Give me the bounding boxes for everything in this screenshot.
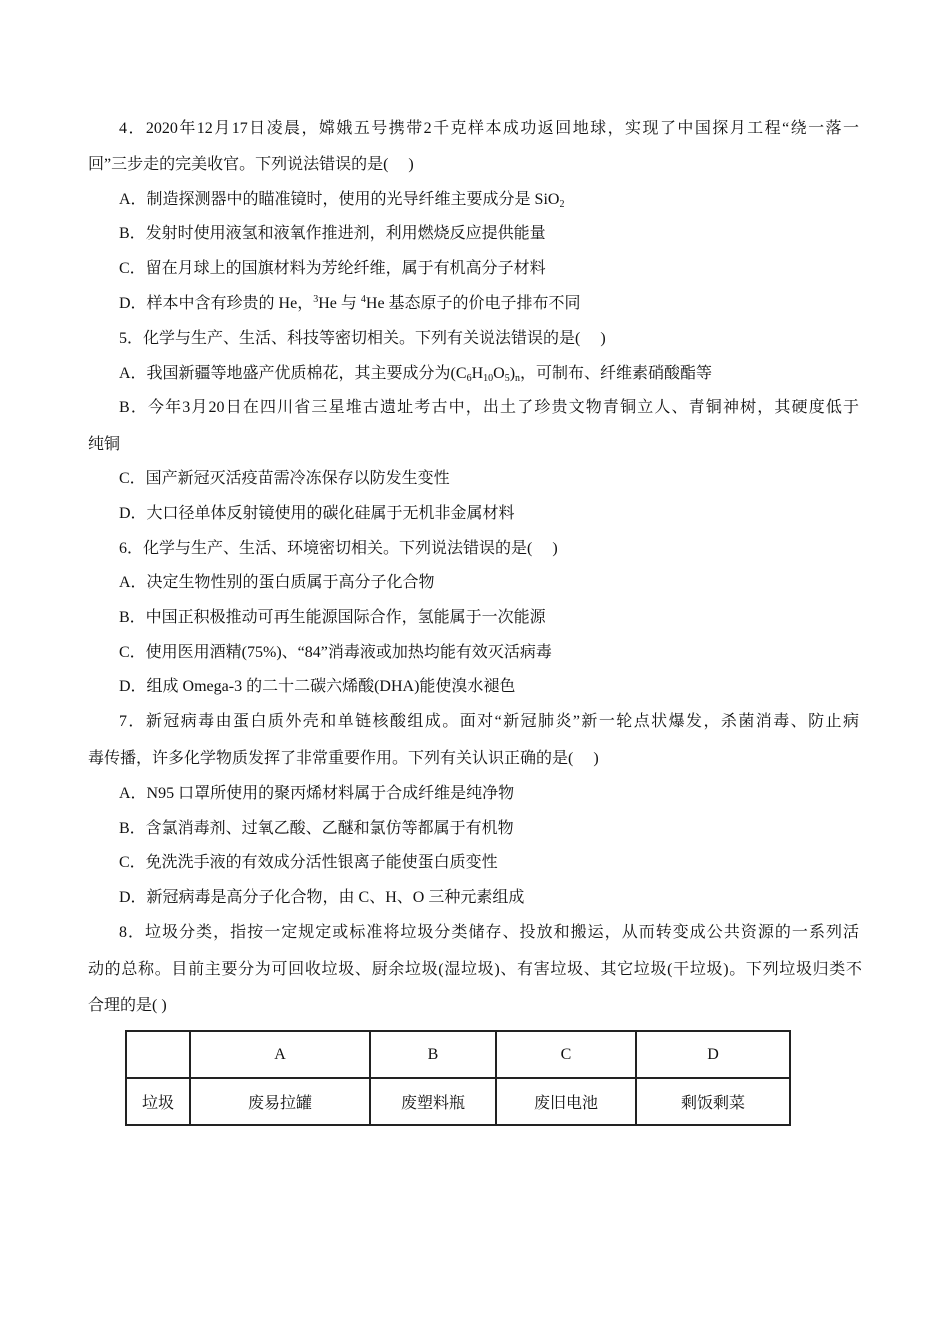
q5-option-c: C．国产新冠灭活疫苗需冷冻保存以防发生变性 bbox=[119, 470, 450, 487]
q7-option-c: C．免洗洗手液的有效成分活性银离子能使蛋白质变性 bbox=[119, 854, 498, 871]
q6-option-d: D．组成 Omega-3 的二十二碳六烯酸(DHA)能使溴水褪色 bbox=[119, 678, 516, 695]
q5-option-a-text3: O bbox=[493, 365, 505, 382]
q6-option-c: C．使用医用酒精(75%)、“84”消毒液或加热均能有效灭活病毒 bbox=[119, 644, 552, 661]
table-header-empty bbox=[126, 1031, 190, 1078]
q8-waste-table bbox=[125, 1030, 791, 1126]
q4-stem-line2: 回”三步走的完美收官。下列说法错误的是( ) bbox=[88, 156, 414, 173]
q4-option-d-sup1: 3 bbox=[313, 294, 319, 305]
q7-option-a: A．N95 口罩所使用的聚丙烯材料属于合成纤维是纯净物 bbox=[119, 785, 515, 802]
q5-option-a-sub3: 5 bbox=[504, 373, 510, 384]
q5-option-a-sub1: 6 bbox=[466, 373, 472, 384]
table-cell-b: 废塑料瓶 bbox=[370, 1078, 496, 1125]
q6-stem: 6．化学与生产、生活、环境密切相关。下列说法错误的是( ) bbox=[119, 540, 558, 557]
q5-option-a-text2: H bbox=[471, 365, 484, 382]
table-header-d: D bbox=[636, 1031, 790, 1078]
table-header-a: A bbox=[190, 1031, 370, 1078]
q4-option-a-text: A．制造探测器中的瞄准镜时，使用的光导纤维主要成分是 SiO bbox=[119, 191, 560, 208]
q4-option-d-text3: He 基态原子的价电子排布不同 bbox=[365, 295, 581, 312]
q5-option-a-sub2: 10 bbox=[483, 373, 494, 384]
q5-option-a-text4: ) bbox=[509, 365, 516, 382]
q5-option-b-line1: B．今年3月20日在四川省三星堆古遗址考古中，出土了珍贵文物青铜立人、青铜神树，其硬度低于 bbox=[119, 399, 859, 416]
q5-option-b-line2: 纯铜 bbox=[88, 436, 121, 453]
q4-option-d-sup2: 4 bbox=[360, 294, 366, 305]
q7-option-d: D．新冠病毒是高分子化合物，由 C、H、O 三种元素组成 bbox=[119, 889, 525, 906]
q6-option-b: B．中国正积极推动可再生能源国际合作，氢能属于一次能源 bbox=[119, 609, 546, 626]
q5-stem: 5．化学与生产、生活、科技等密切相关。下列有关说法错误的是( ) bbox=[119, 330, 606, 347]
q4-option-d bbox=[119, 294, 581, 314]
q7-stem-line2: 毒传播，许多化学物质发挥了非常重要作用。下列有关认识正确的是( ) bbox=[88, 750, 599, 767]
q8-stem-line3: 合理的是( ) bbox=[88, 997, 167, 1014]
q7-option-b: B．含氯消毒剂、过氧乙酸、乙醚和氯仿等都属于有机物 bbox=[119, 820, 514, 837]
q8-stem-line2: 动的总称。目前主要分为可回收垃圾、厨余垃圾(湿垃圾)、有害垃圾、其它垃圾(干垃圾)。下列垃圾归类不 bbox=[88, 961, 862, 978]
q4-option-d-text1: D．样本中含有珍贵的 He， bbox=[119, 295, 314, 312]
q5-option-a-text1: A．我国新疆等地盛产优质棉花，其主要成分为(C bbox=[119, 365, 467, 382]
table-row bbox=[126, 1078, 790, 1125]
q4-option-d-text2: He 与 bbox=[318, 295, 361, 312]
q5-option-d: D．大口径单体反射镜使用的碳化硅属于无机非金属材料 bbox=[119, 505, 515, 522]
q5-option-a-text5: ，可制布、纤维素硝酸酯等 bbox=[520, 365, 713, 382]
q5-option-a-sub4: n bbox=[515, 373, 521, 384]
q4-stem-text: 2020年12月17日凌晨，嫦娥五号携带2千克样本成功返回地球，实现了中国探月工程“绕一落一 bbox=[145, 120, 859, 137]
q8-stem-line1: 8．垃圾分类，指按一定规定或标准将垃圾分类储存、投放和搬运，从而转变成公共资源的一系列活 bbox=[119, 924, 859, 941]
table-row-label: 垃圾 bbox=[126, 1078, 190, 1125]
q4-option-a-subscript: 2 bbox=[559, 199, 565, 210]
q6-option-a: A．决定生物性别的蛋白质属于高分子化合物 bbox=[119, 574, 435, 591]
q7-stem-line1: 7．新冠病毒由蛋白质外壳和单链核酸组成。面对“新冠肺炎”新一轮点状爆发，杀菌消毒、防止病 bbox=[119, 713, 859, 730]
q4-option-a bbox=[119, 190, 564, 210]
table-header-c: C bbox=[496, 1031, 636, 1078]
q4-stem-line1 bbox=[119, 119, 859, 139]
q4-number: 4． bbox=[119, 120, 146, 137]
table-header-row bbox=[126, 1031, 790, 1078]
q5-option-a bbox=[119, 364, 712, 384]
q4-option-b: B．发射时使用液氢和液氧作推进剂，利用燃烧反应提供能量 bbox=[119, 225, 546, 242]
table-cell-c: 废旧电池 bbox=[496, 1078, 636, 1125]
table-header-b: B bbox=[370, 1031, 496, 1078]
q4-option-c: C．留在月球上的国旗材料为芳纶纤维，属于有机高分子材料 bbox=[119, 260, 546, 277]
table-cell-d: 剩饭剩菜 bbox=[636, 1078, 790, 1125]
table-cell-a: 废易拉罐 bbox=[190, 1078, 370, 1125]
